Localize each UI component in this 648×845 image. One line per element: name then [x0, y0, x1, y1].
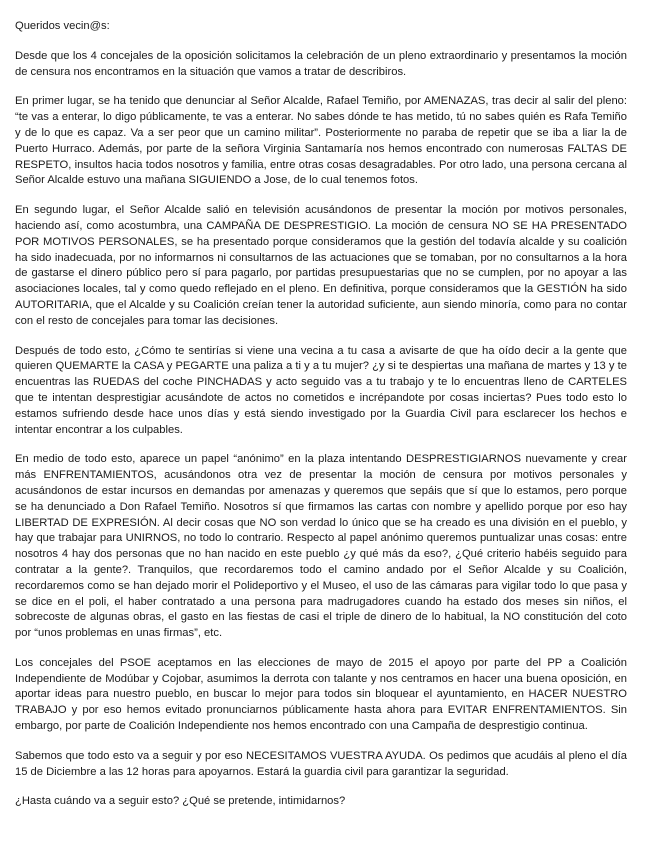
paragraph-call-for-support: Sabemos que todo esto va a seguir y por eso NECESITAMOS VUESTRA AYUDA. Os pedimos que acudáis al pleno el día 15 de Diciembre a las 12 horas para apoyarnos. Estará la guardia civil para garantizar la seguridad. — [15, 749, 627, 778]
paragraph-threats-complaint: En primer lugar, se ha tenido que denunciar al Señor Alcalde, Rafael Temiño, por AMENAZAS, tras decir al salir del pleno: “te vas a enterar, lo digo públicamente, te vas a enterar. No sabes dónde te has metido, tú no sabes quién es Rafa Temiño y de lo que es capaz. Va a ser peor que un camino militar”. Posteriormente no paraba de repetir que se iba a liar la de Puerto Hurraco. Además, por parte de la señora Virginia Santamaría nos hemos encontrado con numerosas FALTAS DE RESPETO, insultos hacia todos nosotros y familia, entre otras cosas desagradables. Por otro lado, una persona cercana al Señor Alcalde estuvo una mañana SIGUIENDO a Jose, de lo cual tenemos fotos. — [15, 95, 627, 187]
paragraph-anonymous-paper: En medio de todo esto, aparece un papel “anónimo” en la plaza intentando DESPRESTIGIARNOS nuevamente y crear más ENFRENTAMIENTOS, acusándonos otra vez de presentar la moción de censura por motivos personales y acusándonos de estar incursos en demandas por amenazas y queremos que sepáis que sí que lo estamos, pero porque se ha denunciado a Don Rafael Temiño. Nosotros sí que firmamos las cartas con nombre y apellido porque por eso hay LIBERTAD DE EXPRESIÓN. Al decir cosas que NO son verdad lo único que se ha creado es una división en el pueblo, y hay que trabajar para UNIRNOS, no todo lo contrario. Respecto al papel anónimo queremos puntualizar unas cosas: entre nosotros 4 hay dos personas que no han nacido en este pueblo ¿y qué más da eso?, ¿Qué criterio habéis seguido para contratar a la gente?. Tranquilos, que recordaremos todo el camino andado por el Señor Alcalde y su Coalición, recordaremos como se han dejado morir el Polideportivo y el Museo, el uso de las cámaras para vigilar todo lo que pasa y se dice en el poli, el haber contratado a una persona para madrugadores cuando ha estado dos meses sin niños, el sobrecoste de algunas obras, el gasto en las fiestas de casi el triple de dinero de lo habitual, la NO constitución del coto por “unos problemas en unas firmas”, etc. — [15, 453, 627, 640]
paragraph-harassment-incidents: Después de todo esto, ¿Cómo te sentirías si viene una vecina a tu casa a avisarte de que ha oído decir a la gente que quieren QUEMARTE la CASA y PEGARTE una paliza a ti y a tu mujer? ¿y si te despiertas una mañana de martes y 13 y te encuentras las RUEDAS del coche PINCHADAS y acto seguido vas a tu trabajo y te lo encuentras lleno de CARTELES que te intentan desprestigiar acusándote de actos no cometidos e incrépandote por cosas inciertas? Pues todo esto lo estamos sufriendo desde hace unos días y está siendo investigado por la Guardia Civil para esclarecer los hechos e intentar encontrar a los culpables. — [15, 344, 627, 436]
paragraph-motion-context: Desde que los 4 concejales de la oposición solicitamos la celebración de un pleno extraordinario y presentamos la moción de censura nos encontramos en la situación que vamos a tratar de describiros. — [15, 49, 627, 78]
paragraph-discredit-campaign: En segundo lugar, el Señor Alcalde salió en televisión acusándonos de presentar la moción por motivos personales, haciendo así, como acostumbra, una CAMPAÑA DE DESPRESTIGIO. La moción de censura NO SE HA PRESENTADO POR MOTIVOS PERSONALES, se ha presentado porque consideramos que la gestión del todavía alcalde y su coalición ha sido inadecuada, por no informarnos ni consultarnos de las actuaciones que se tomaban, por no consultarnos a la hora de gastarse el dinero público pero sí para pagarlo, por partidas presupuestarias que no se cumplen, por no apoyar a las asociaciones locales, tal y como quedo reflejado en el pleno. En definitiva, porque consideramos que la GESTIÓN ha sido AUTORITARIA, que el Alcalde y su Coalición creían tener la autoridad suficiente, aun siendo minoría, como para no contar con el resto de concejales para tomar las decisiones. — [15, 204, 627, 327]
greeting: Queridos vecin@s: — [15, 20, 110, 32]
letter-body — [15, 19, 627, 810]
closing-question: ¿Hasta cuándo va a seguir esto? ¿Qué se pretende, intimidarnos? — [15, 795, 346, 808]
paragraph-psoe-position: Los concejales del PSOE aceptamos en las elecciones de mayo de 2015 el apoyo por parte del PP a Coalición Independiente de Modúbar y Cojobar, asumimos la derrota con talante y nos centramos en hacer una buena oposición, en aportar ideas para nuestro pueblo, en buscar lo mejor para todos sin bloquear el ayuntamiento, en HACER NUESTRO TRABAJO y por eso hemos evitado pronunciarnos públicamente hasta ahora para EVITAR ENFRENTAMIENTOS. Sin embargo, por parte de Coalición Independiente nos hemos encontrado con una Campaña de desprestigio continua. — [15, 656, 627, 733]
